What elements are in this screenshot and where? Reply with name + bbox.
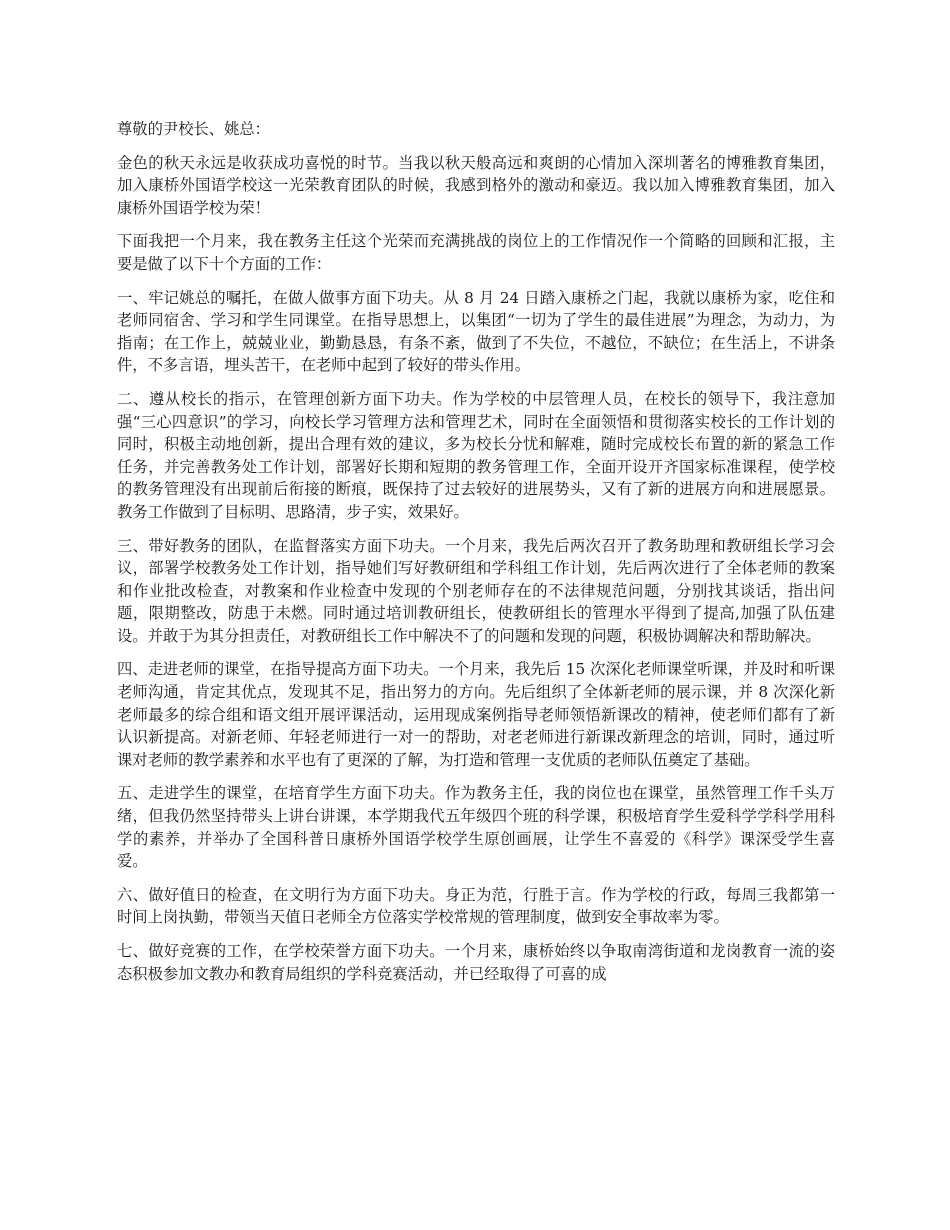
paragraph-item-2: 二、遵从校长的指示，在管理创新方面下功夫。作为学校的中层管理人员，在校长的领导下，我注意加强“三心四意识”的学习，向校长学习管理方法和管理艺术，同时在全面领悟和贯彻落实校长的工作计划的同时，积极主动地创新，提出合理有效的建议，多为校长分忧和解难，随时完成校长布置的新的紧急工作任务，并完善教务处工作计划，部署好长期和短期的教务管理工作，全面开设开齐国家标准课程，使学校的教务管理没有出现前后衔接的断痕，既保持了过去较好的进展势头，又有了新的进展方向和进展愿景。教务工作做到了目标明、思路清，步子实，效果好。: [117, 389, 835, 521]
paragraph-item-7: 七、做好竞赛的工作，在学校荣誉方面下功夫。一个月来，康桥始终以争取南湾街道和龙岗教育一流的姿态积极参加文教办和教育局组织的学科竞赛活动，并已经取得了可喜的成: [117, 942, 835, 983]
paragraph-item-1: 一、牢记姚总的嘱托，在做人做事方面下功夫。从 8 月 24 日踏入康桥之门起，我就以康桥为家，吃住和老师同宿舍、学习和学生同课堂。在指导思想上，以集团“一切为了学生的最佳进展”为理念，为动力，为指南；在工作上，兢兢业业，勤勤恳恳，有条不紊，做到了不失位，不越位，不缺位；在生活上，不讲条件，不多言语，埋头苦干，在老师中起到了较好的带头作用。: [117, 288, 835, 375]
paragraph-intro: 金色的秋天永远是收获成功喜悦的时节。当我以秋天般高远和爽朗的心情加入深圳著名的博雅教育集团，加入康桥外国语学校这一光荣教育团队的时候，我感到格外的激动和豪迈。我以加入博雅教育集团，加入康桥外国语学校为荣！: [117, 153, 835, 217]
paragraph-item-4: 四、走进老师的课堂，在指导提高方面下功夫。一个月来，我先后 15 次深化老师课堂听课，并及时和听课老师沟通，肯定其优点，发现其不足，指出努力的方向。先后组织了全体新老师的展示课，并 8 次深化新老师最多的综合组和语文组开展评课活动，运用现成案例指导老师领悟新课改的精神，使老师们都有了新认识新提高。对新老师、年轻老师进行一对一的帮助，对老老师进行新课改新理念的培训，同时，通过听课对老师的教学素养和水平也有了更深的了解，为打造和管理一支优质的老师队伍奠定了基础。: [117, 660, 835, 769]
paragraph-item-5: 五、走进学生的课堂，在培育学生方面下功夫。作为教务主任，我的岗位也在课堂，虽然管理工作千头万绪，但我仍然坚持带头上讲台讲课，本学期我代五年级四个班的科学课，积极培育学生爱科学学科学用科学的素养，并举办了全国科普日康桥外国语学校学生原创画展，让学生不喜爱的《科学》课深受学生喜爱。: [117, 784, 835, 871]
paragraph-item-3: 三、带好教务的团队，在监督落实方面下功夫。一个月来，我先后两次召开了教务助理和教研组长学习会议，部署学校教务处工作计划，指导她们写好教研组和学科组工作计划，先后两次进行了全体老师的教案和作业批改检查，对教案和作业检查中发现的个别老师存在的不法律规范问题，分别找其谈话，指出问题，限期整改，防患于未燃。同时通过培训教研组长，使教研组长的管理水平得到了提高,加强了队伍建设。并敢于为其分担责任，对教研组长工作中解决不了的问题和发现的问题，积极协调解决和帮助解决。: [117, 536, 835, 645]
paragraph-overview: 下面我把一个月来，我在教务主任这个光荣而充满挑战的岗位上的工作情况作一个简略的回顾和汇报，主要是做了以下十个方面的工作：: [117, 232, 835, 273]
document-body: [117, 118, 835, 996]
salutation: 尊敬的尹校长、姚总：: [117, 120, 270, 138]
paragraph-item-6: 六、做好值日的检查，在文明行为方面下功夫。身正为范，行胜于言。作为学校的行政，每周三我都第一时间上岗执勤，带领当天值日老师全方位落实学校常规的管理制度，做到安全事故率为零。: [117, 885, 835, 927]
